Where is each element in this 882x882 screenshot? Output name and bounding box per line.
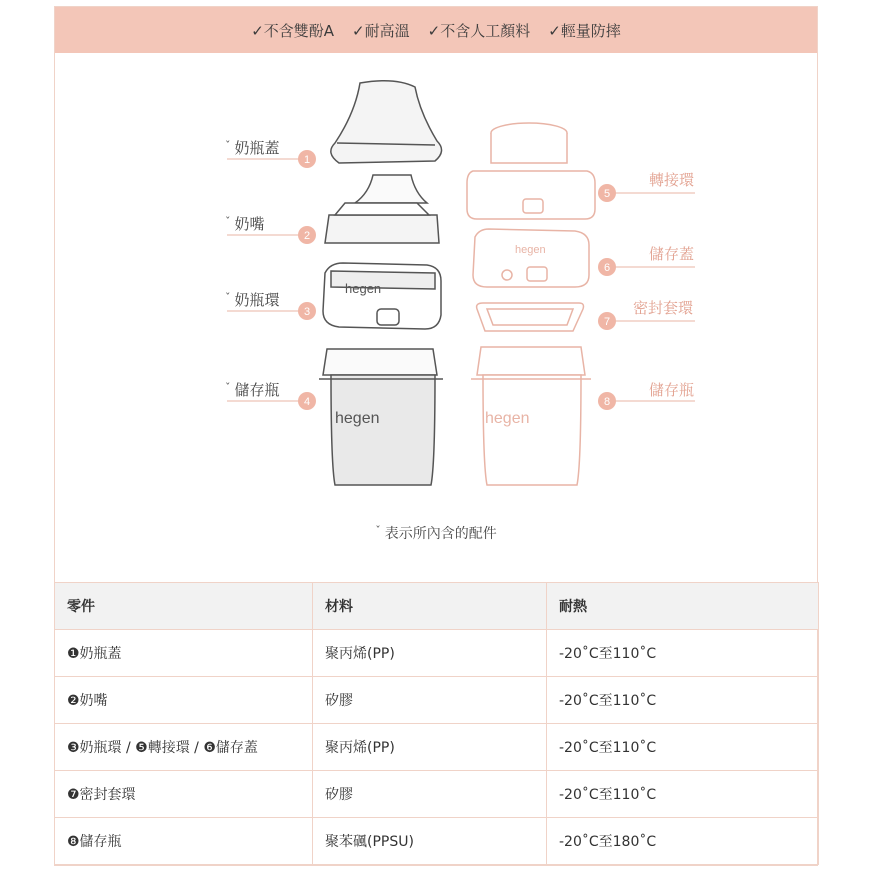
feature-lightweight: ✓輕量防摔 [548,21,621,40]
label-storage-bottle-left: $^ˇ$ 儲存瓶 [225,381,280,399]
label-bottle-cap: $^ˇ$ 奶瓶蓋 [225,139,280,157]
cell-material: 矽膠 [313,677,547,724]
cell-part: ❶奶瓶蓋 [55,630,313,677]
header-material: 材料 [313,583,547,630]
cell-material: 聚苯碸(PPSU) [313,818,547,865]
brand-left: hegen [335,410,380,427]
marker-6-num: 6 [603,262,611,274]
cell-heat: -20˚C至110˚C [547,630,819,677]
feature-heat-resistant: ✓耐高溫 [352,21,410,40]
cell-part: ❼密封套環 [55,771,313,818]
cell-heat: -20˚C至110˚C [547,677,819,724]
label-adapter-ring: 轉接環 [649,171,695,189]
brand-right: hegen [485,410,530,427]
cell-part: ❽儲存瓶 [55,818,313,865]
cell-material: 矽膠 [313,771,547,818]
table-row [55,677,819,724]
marker-5-num: 5 [603,188,611,200]
marker-2-num: 2 [303,230,311,242]
table-row [55,724,819,771]
label-storage-bottle-right: 儲存瓶 [649,381,695,399]
feature-no-dyes: ✓不含人工顏料 [427,21,531,40]
cell-heat: -20˚C至180˚C [547,818,819,865]
cell-heat: -20˚C至110˚C [547,771,819,818]
marker-1-num: 1 [303,154,311,166]
feature-bpa-free: ✓不含雙酚A [251,21,335,40]
table-row [55,630,819,677]
header-part: 零件 [55,583,313,630]
label-storage-lid: 儲存蓋 [649,245,695,263]
header-heat: 耐熱 [547,583,819,630]
label-seal-ring: 密封套環 [633,299,694,317]
marker-3-num: 3 [303,306,311,318]
parts-diagram [55,53,817,583]
right-parts [467,123,595,485]
marker-7-num: 7 [603,316,611,328]
table-header-row [55,583,819,630]
brand-lid: hegen [515,244,546,256]
table-row [55,771,819,818]
cell-part: ❸奶瓶環 / ❺轉接環 / ❻儲存蓋 [55,724,313,771]
marker-8-num: 8 [603,396,611,408]
cell-material: 聚丙烯(PP) [313,724,547,771]
label-nipple: $^ˇ$ 奶嘴 [225,215,265,233]
legend-note: $^ˇ$ 表示所內含的配件 [375,524,497,542]
label-bottle-ring: $^ˇ$ 奶瓶環 [225,291,280,309]
table-row [55,818,819,865]
brand-ring: hegen [345,281,382,296]
cell-part: ❷奶嘴 [55,677,313,724]
cell-material: 聚丙烯(PP) [313,630,547,677]
cell-heat: -20˚C至110˚C [547,724,819,771]
feature-banner [55,7,817,53]
spec-table [54,582,819,865]
marker-4-num: 4 [303,396,311,408]
parts-illustration [55,53,817,583]
